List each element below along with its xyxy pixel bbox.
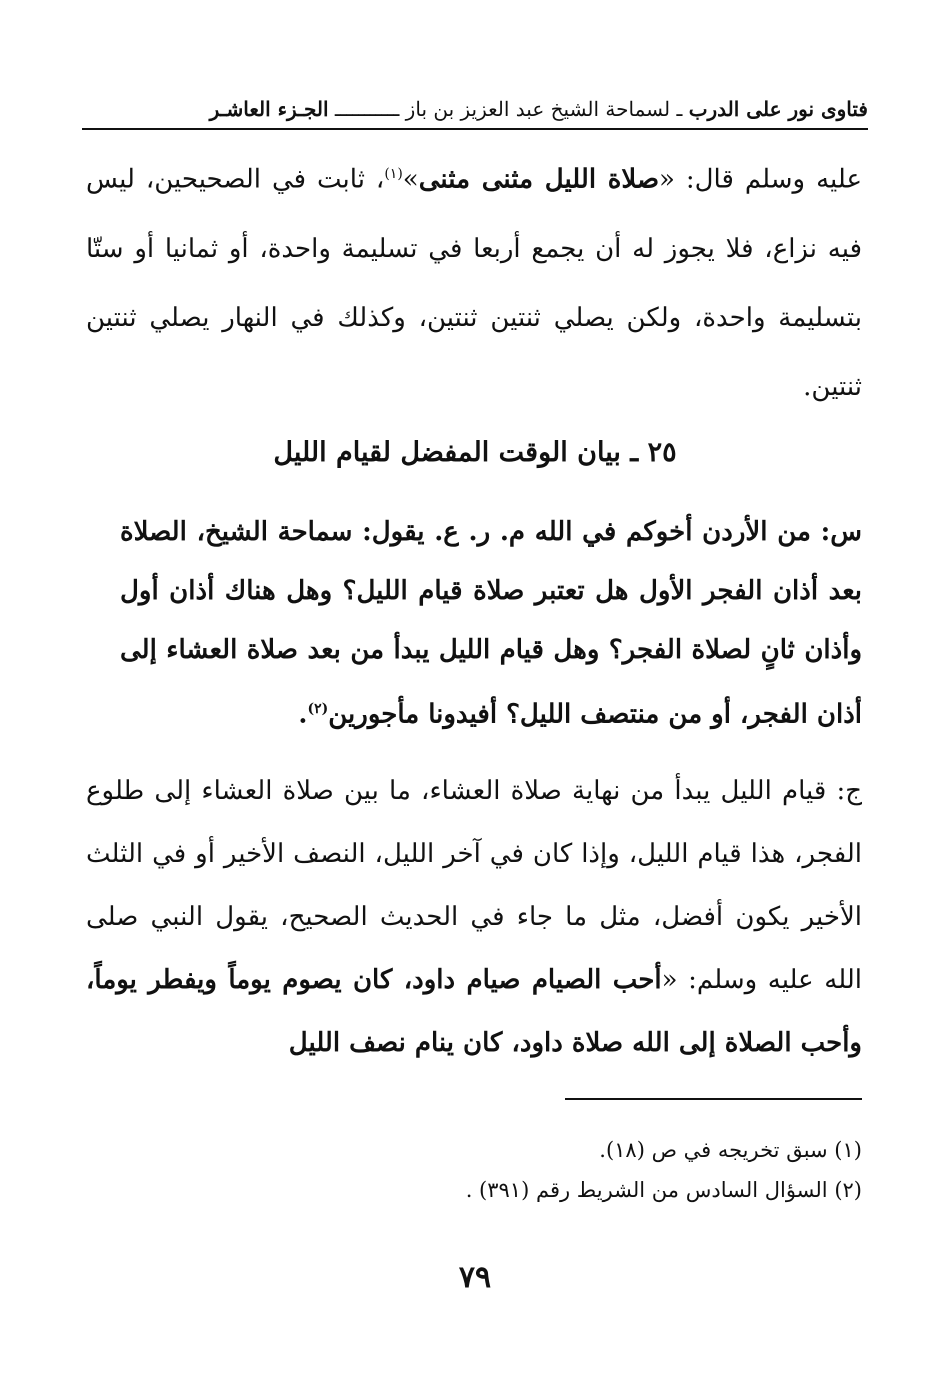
intro-text-before: عليه وسلم قال: «: [659, 164, 862, 195]
section-heading: ٢٥ ـ بيان الوقت المفضل لقيام الليل: [273, 437, 677, 468]
footnote-mark-1: (١): [384, 166, 403, 182]
question-end: .: [298, 699, 308, 730]
answer-hadith: أحب الصيام صيام داود، كان يصوم يوماً ويفطر يوماً، وأحب الصلاة إلى الله صلاة داود، كان ينام نصف الليل: [86, 965, 862, 1058]
footnotes: [120, 1130, 862, 1210]
footnote-2: (٢) السؤال السادس من الشريط رقم (٣٩١) .: [465, 1178, 862, 1202]
question-text: س: من الأردن أخوكم في الله م. ر. ع. يقول: سماحة الشيخ، الصلاة بعد أذان الفجر الأول هل تعتبر صلاة قيام الليل؟ وهل هناك أذان أول وأذان ثانٍ لصلاة الفجر؟ وهل قيام الليل يبدأ من بعد صلاة العشاء إلى أذان الفجر، أو من منتصف الليل؟ أفيدونا مأجورين: [120, 517, 862, 730]
intro-text-after: ، ثابت في الصحيحين، ليس فيه نزاع، فلا يجوز له أن يجمع أربعا في تسليمة واحدة، أو ثمانيا أو ستّا بتسليمة واحدة، ولكن يصلي ثنتين ثنتين، وكذلك في النهار يصلي ثنتين ثنتين.: [86, 164, 862, 402]
running-header: [82, 92, 868, 126]
header-divider: [82, 128, 868, 130]
intro-paragraph: [86, 140, 862, 422]
footnote-mark-2: (٢): [307, 701, 329, 717]
book-title: فتاوى نور على الدرب: [688, 97, 868, 121]
author-name: ـ لسماحة الشيخ عبد العزيز بن باز ـــــــــــ: [334, 97, 683, 121]
page-number: ٧٩: [458, 1260, 492, 1295]
hadith-quote: صلاة الليل مثنى مثنى: [418, 164, 660, 195]
intro-quote-close: »: [402, 164, 419, 195]
answer-text: ج: قيام الليل يبدأ من نهاية صلاة العشاء، ما بين صلاة العشاء إلى طلوع الفجر، هذا قيام الليل، وإذا كان في آخر الليل، النصف الأخير أو في الثلث الأخير يكون أفضل، مثل ما جاء في الحديث الصحيح، يقول النبي صلى الله عليه وسلم: «: [86, 776, 862, 995]
footnote-divider: [565, 1098, 862, 1100]
footnote-1: (١) سبق تخريجه في ص (١٨).: [599, 1138, 862, 1162]
question-paragraph: [120, 503, 862, 745]
volume-label: الجـزء العاشـر: [209, 97, 329, 121]
answer-paragraph: [86, 760, 862, 1075]
